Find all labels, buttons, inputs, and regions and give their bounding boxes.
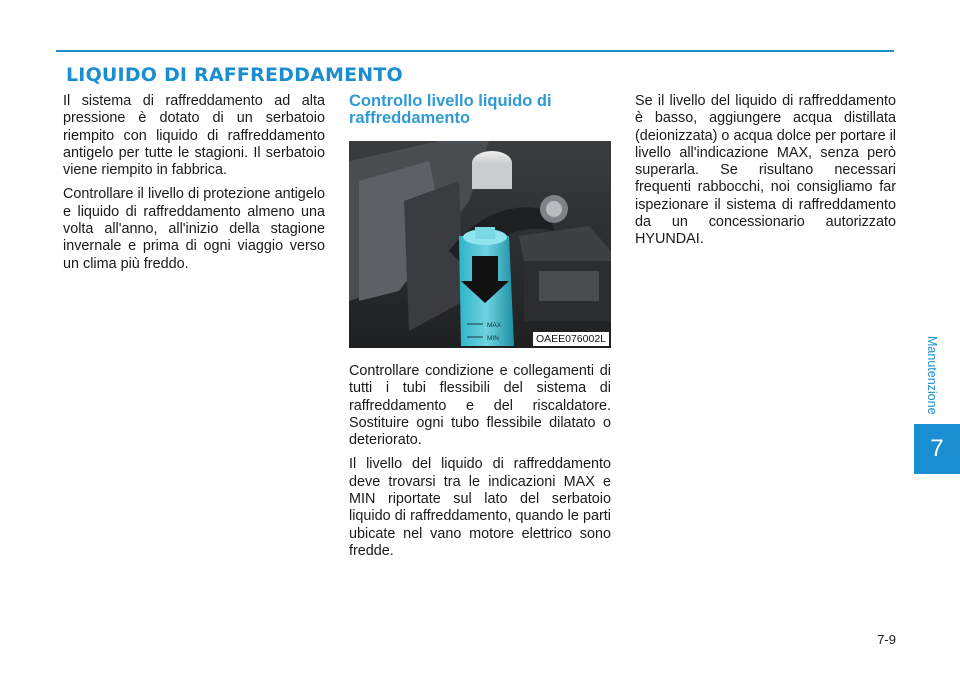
subheading: Controllo livello liquido di raffreddamento bbox=[349, 92, 552, 127]
column-2 bbox=[349, 363, 611, 567]
chapter-label: Manutenzione bbox=[925, 335, 939, 415]
section-title: LIQUIDO DI RAFFREDDAMENTO bbox=[66, 64, 403, 86]
image-code: OAEE076002L bbox=[533, 332, 609, 346]
paragraph: Controllare il livello di protezione antigelo e liquido di raffreddamento almeno una volta all'anno, all'inizio della stagione invernale e prima di ogni viaggio verso un clima più freddo. bbox=[63, 186, 325, 272]
column-3 bbox=[635, 93, 896, 256]
paragraph: Il livello del liquido di raffreddamento deve trovarsi tra le indicazioni MAX e MIN riportate sul lato del serbatoio liquido di raffreddamento, quando le parti ubicate nel vano motore elettrico sono fredde. bbox=[349, 456, 611, 559]
paragraph: Controllare condizione e collegamenti di tutti i tubi flessibili del sistema di raffreddamento e del riscaldatore. Sostituire ogni tubo flessibile dilatato o deteriorato. bbox=[349, 363, 611, 449]
engine-bay-photo bbox=[349, 141, 611, 348]
column-2-header bbox=[349, 93, 611, 127]
top-rule bbox=[56, 50, 894, 52]
page-number: 7-9 bbox=[877, 632, 896, 647]
engine-bay-illustration bbox=[349, 141, 611, 348]
paragraph: Il sistema di raffreddamento ad alta pressione è dotato di un serbatoio riempito con liquido di raffreddamento antigelo per tutte le stagioni. Il serbatoio viene riempito in fabbrica. bbox=[63, 93, 325, 179]
column-1 bbox=[63, 93, 325, 280]
paragraph: Se il livello del liquido di raffreddamento è basso, aggiungere acqua distillata (deionizzata) o acqua dolce per portare il livello all'indicazione MAX, senza però superarla. Se risultano necessari frequenti rabbocchi, noi consigliamo far ispezionare il sistema di raffreddamento da un concessionario autorizzato HYUNDAI. bbox=[635, 93, 896, 248]
tank-min-label: MIN bbox=[487, 335, 499, 342]
chapter-tab: 7 bbox=[914, 424, 960, 474]
tank-max-label: MAX bbox=[487, 322, 502, 329]
